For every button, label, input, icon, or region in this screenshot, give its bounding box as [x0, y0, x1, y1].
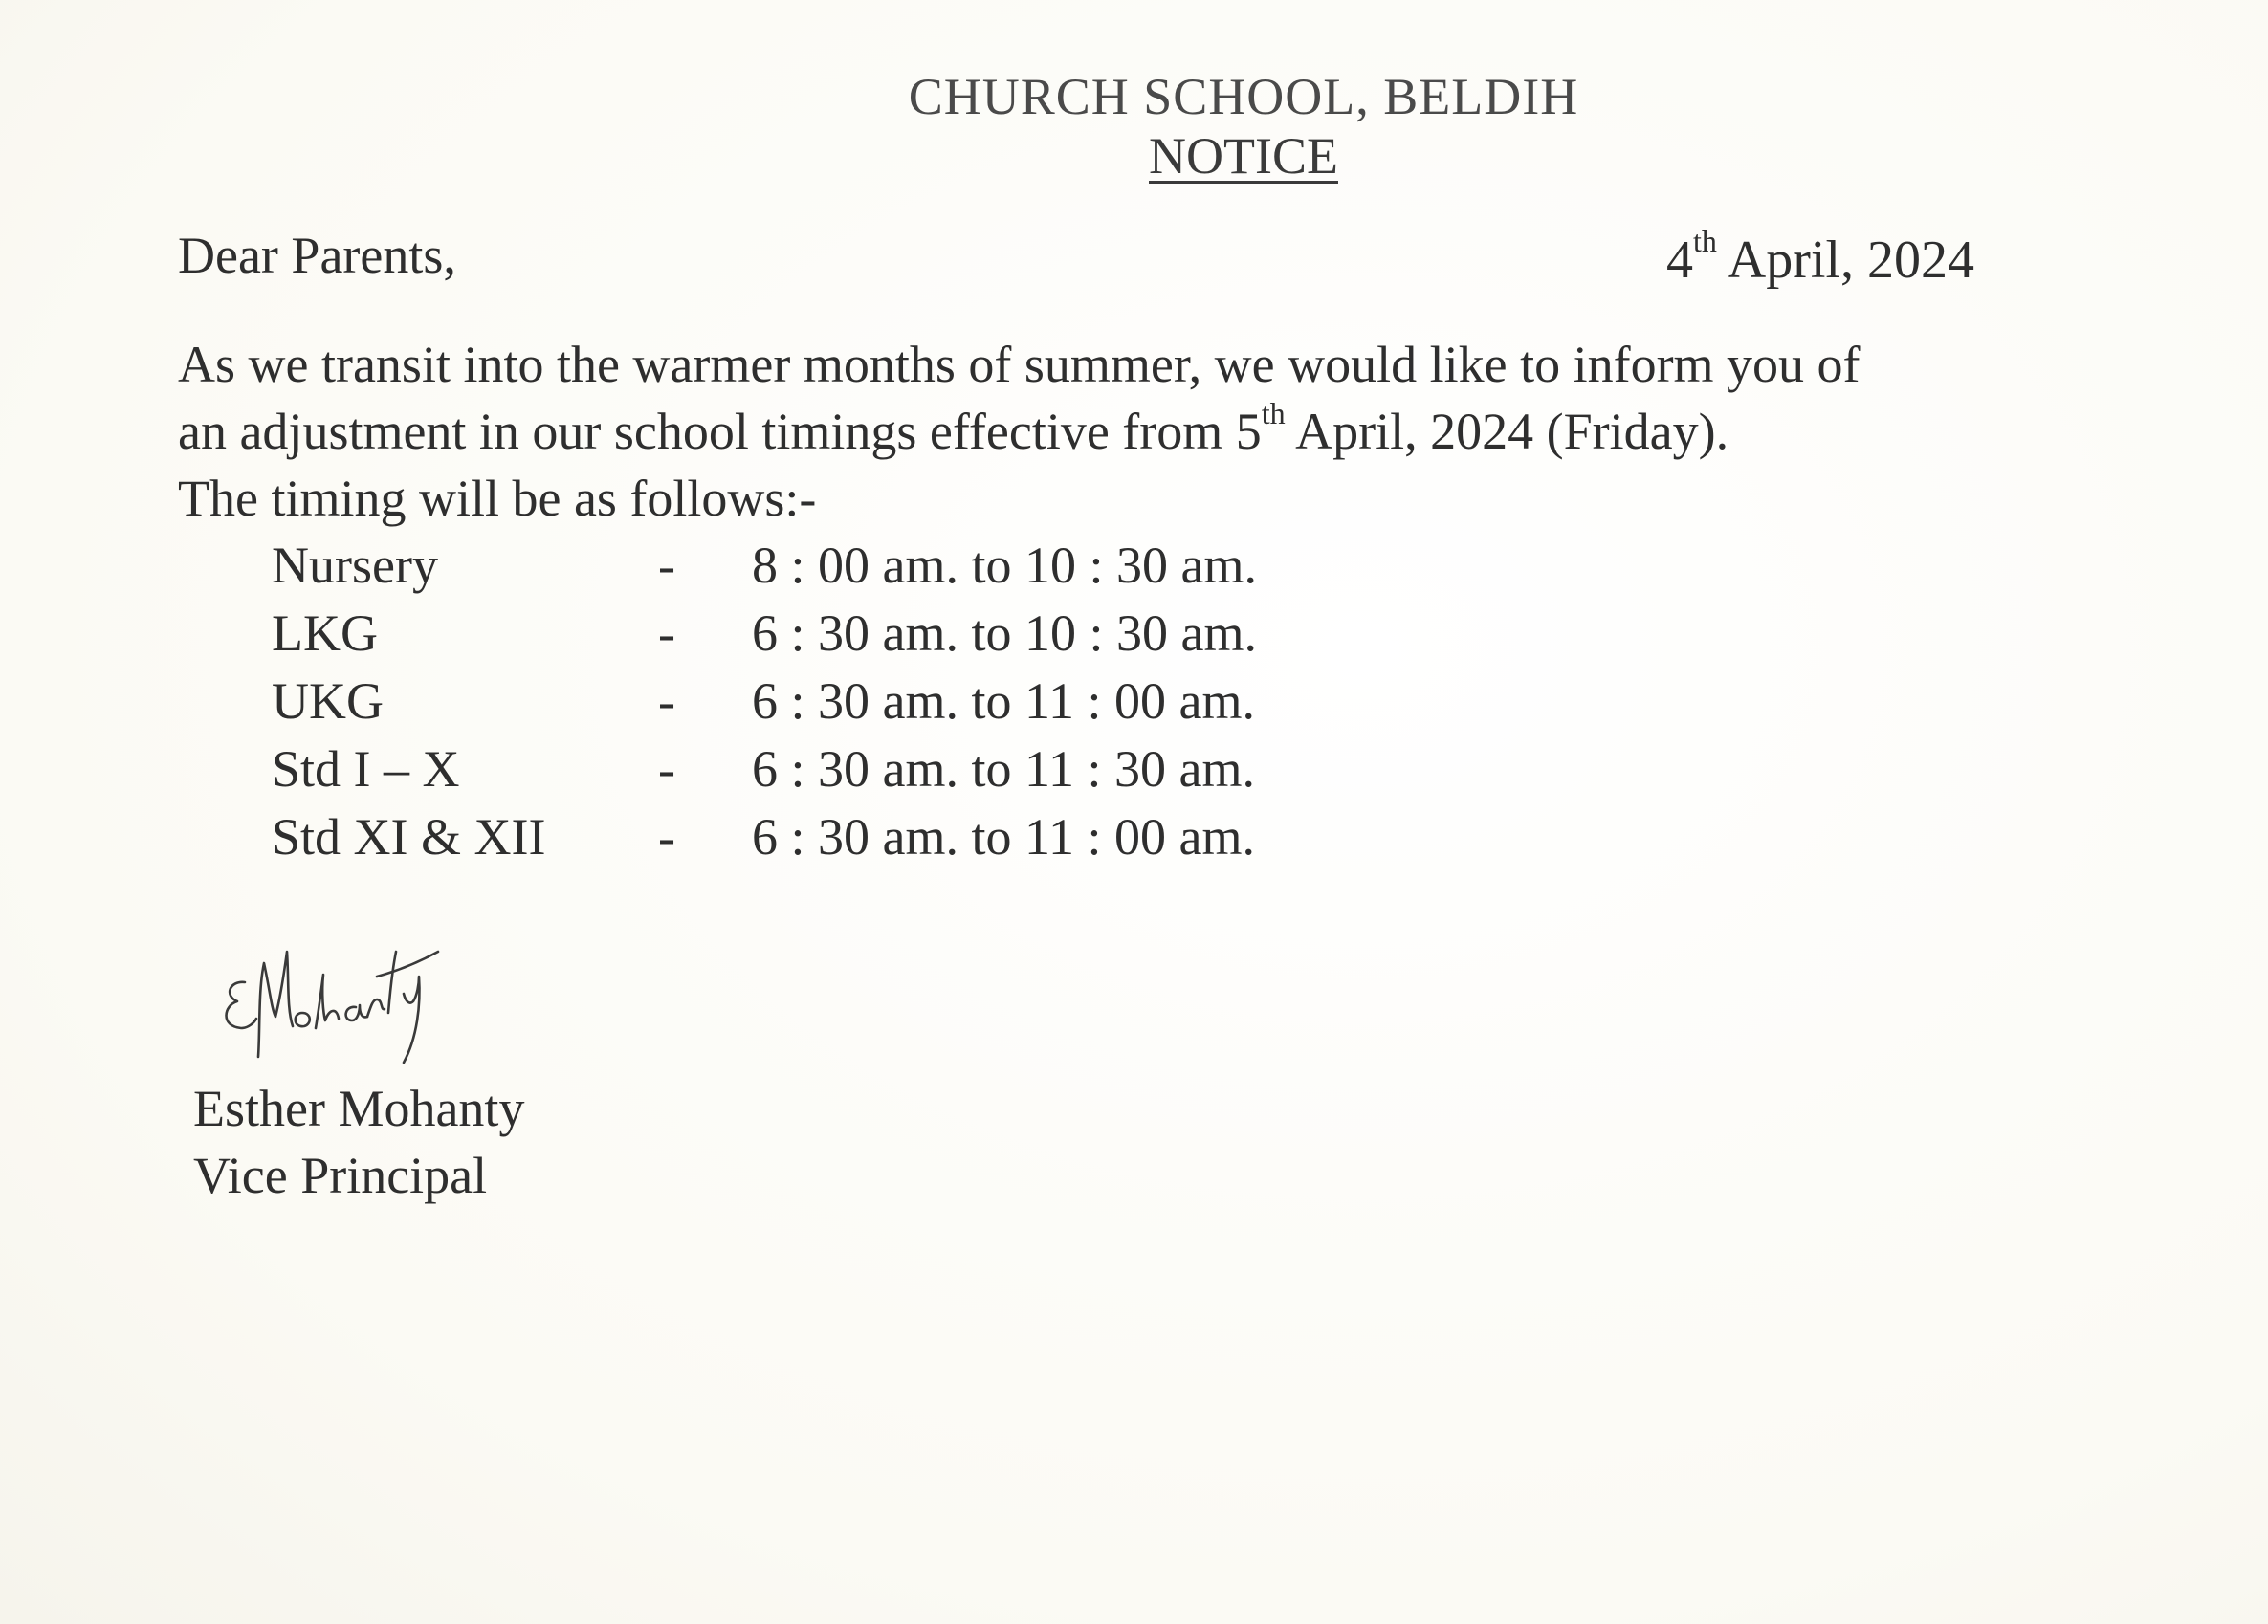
timing-row [0, 536, 2268, 604]
body-line-1: As we transit into the warmer months of summer, we would like to inform you of [178, 336, 1861, 393]
timing-time: 6 : 30 am. to 10 : 30 am. [752, 604, 1257, 662]
signer-name: Esther Mohanty [193, 1080, 525, 1137]
timing-class: Std I – X [272, 740, 460, 798]
notice-title [0, 126, 2268, 186]
timing-class: LKG [272, 604, 378, 662]
timing-dash: - [658, 537, 675, 594]
signer-title: Vice Principal [193, 1147, 488, 1204]
timing-time: 6 : 30 am. to 11 : 00 am. [752, 672, 1255, 730]
body-line-3: The timing will be as follows:- [178, 470, 817, 527]
salutation: Dear Parents, [178, 227, 456, 284]
timing-time: 6 : 30 am. to 11 : 30 am. [752, 740, 1255, 798]
notice-date [1666, 224, 1975, 291]
timing-dash: - [658, 672, 675, 730]
timing-row [0, 739, 2268, 807]
timing-row [0, 807, 2268, 875]
timing-dash: - [658, 740, 675, 798]
timing-dash: - [658, 604, 675, 662]
body-line-2 [178, 396, 1729, 461]
timing-time: 8 : 00 am. to 10 : 30 am. [752, 537, 1257, 594]
date-rest: April, 2024 [1716, 230, 1975, 290]
timing-class: Std XI & XII [272, 808, 546, 866]
date-suffix: th [1693, 224, 1717, 258]
timing-class: Nursery [272, 537, 438, 594]
timing-row [0, 604, 2268, 671]
handwritten-signature [216, 913, 484, 1086]
timing-time: 6 : 30 am. to 11 : 00 am. [752, 808, 1255, 866]
timings-list [0, 536, 2268, 875]
body-line-2-suffix: th [1261, 396, 1286, 430]
date-day: 4 [1666, 230, 1693, 290]
body-line-2-start: an adjustment in our school timings effective from 5 [178, 403, 1262, 460]
notice-title-text: NOTICE [1149, 127, 1338, 185]
timing-dash: - [658, 808, 675, 866]
school-name: CHURCH SCHOOL, BELDIH [908, 68, 1579, 125]
timing-class: UKG [272, 672, 384, 730]
body-line-2-end: April, 2024 (Friday). [1285, 403, 1729, 460]
timing-row [0, 671, 2268, 739]
